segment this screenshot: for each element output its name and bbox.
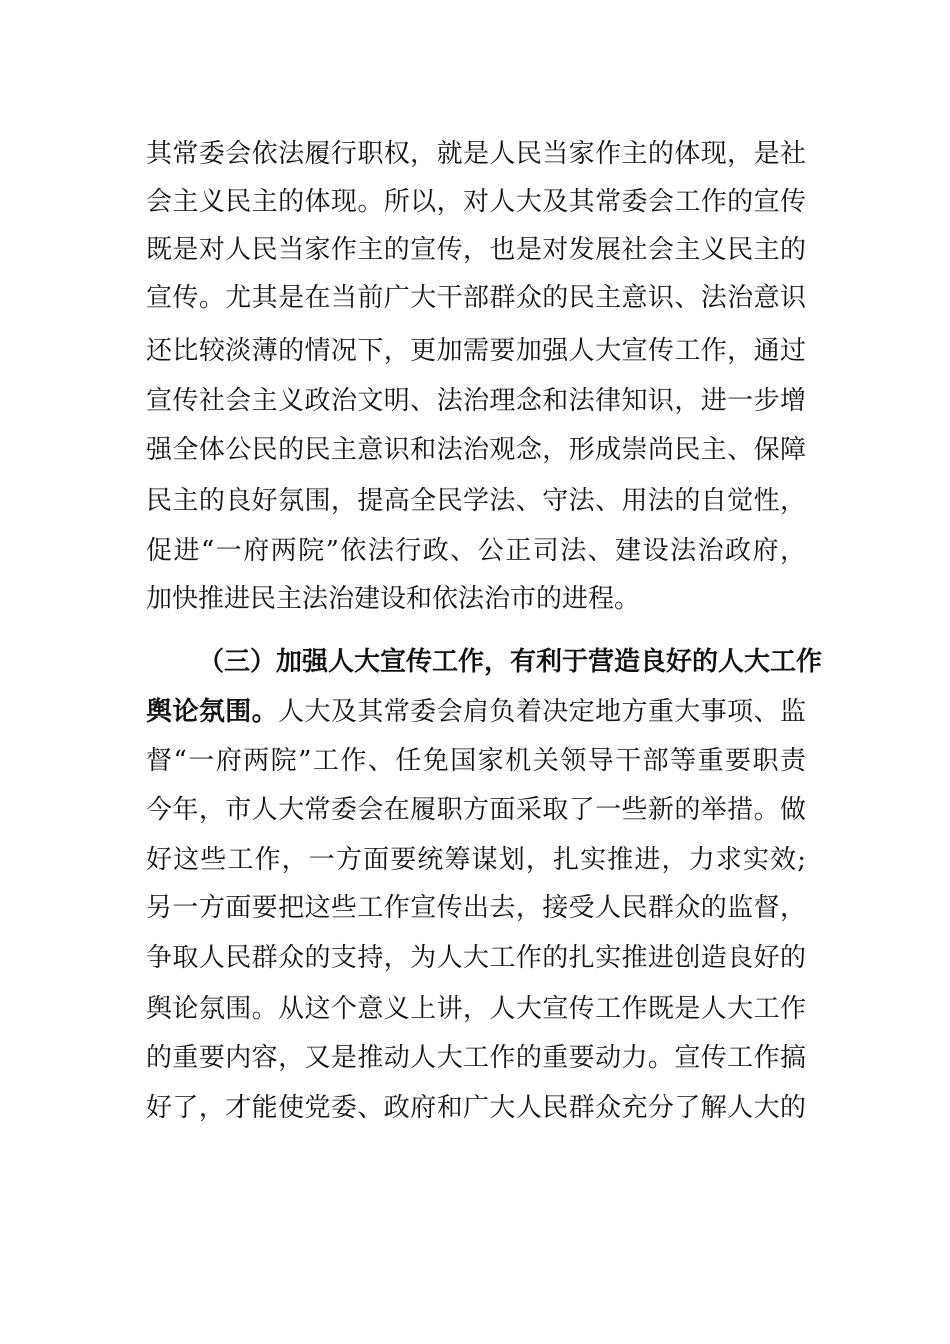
text-line: 民主的良好氛围，提高全民学法、守法、用法的自觉性， xyxy=(146,486,806,516)
text-line: 会主义民主的体现。所以，对人大及其常委会工作的宣传 xyxy=(146,187,806,217)
text-span: 人大及其常委会肩负着决定地方重大事项、监 xyxy=(278,697,806,727)
text-line: 督“一府两院”工作、任免国家机关领导干部等重要职责 xyxy=(146,746,806,776)
text-line: 促进“一府两院”依法行政、公正司法、建设法治政府， xyxy=(146,536,806,566)
text-line: 另一方面要把这些工作宣传出去，接受人民群众的监督， xyxy=(146,893,806,923)
text-line: 今年，市人大常委会在履职方面采取了一些新的举措。做 xyxy=(146,795,806,825)
text-line: 宣传。尤其是在当前广大干部群众的民主意识、法治意识 xyxy=(146,283,806,313)
text-line: 还比较淡薄的情况下，更加需要加强人大宣传工作，通过 xyxy=(146,336,806,366)
text-line: 的重要内容，又是推动人大工作的重要动力。宣传工作搞 xyxy=(146,1043,806,1073)
text-line: 好了，才能使党委、政府和广大人民群众充分了解人大的 xyxy=(146,1093,806,1123)
text-line: 其常委会依法履行职权，就是人民当家作主的体现，是社 xyxy=(146,139,806,169)
text-line: 宣传社会主义政治文明、法治理念和法律知识，进一步增 xyxy=(146,386,806,416)
text-line: 争取人民群众的支持，为人大工作的扎实推进创造良好的 xyxy=(146,943,806,973)
text-line: 加快推进民主法治建设和依法治市的进程。 xyxy=(146,584,641,614)
section-heading-end: 舆论氛围。 xyxy=(146,697,279,727)
text-line xyxy=(146,688,806,736)
text-line: 舆论氛围。从这个意义上讲，人大宣传工作既是人大工作 xyxy=(146,994,806,1024)
section-heading: （三）加强人大宣传工作，有利于营造良好的人大工作 xyxy=(198,647,823,677)
text-line: 好这些工作，一方面要统筹谋划，扎实推进，力求实效; xyxy=(146,845,806,875)
text-line: 强全体公民的民主意识和法治观念，形成崇尚民主、保障 xyxy=(146,435,806,465)
text-line: 既是对人民当家作主的宣传，也是对发展社会主义民主的 xyxy=(146,235,806,265)
